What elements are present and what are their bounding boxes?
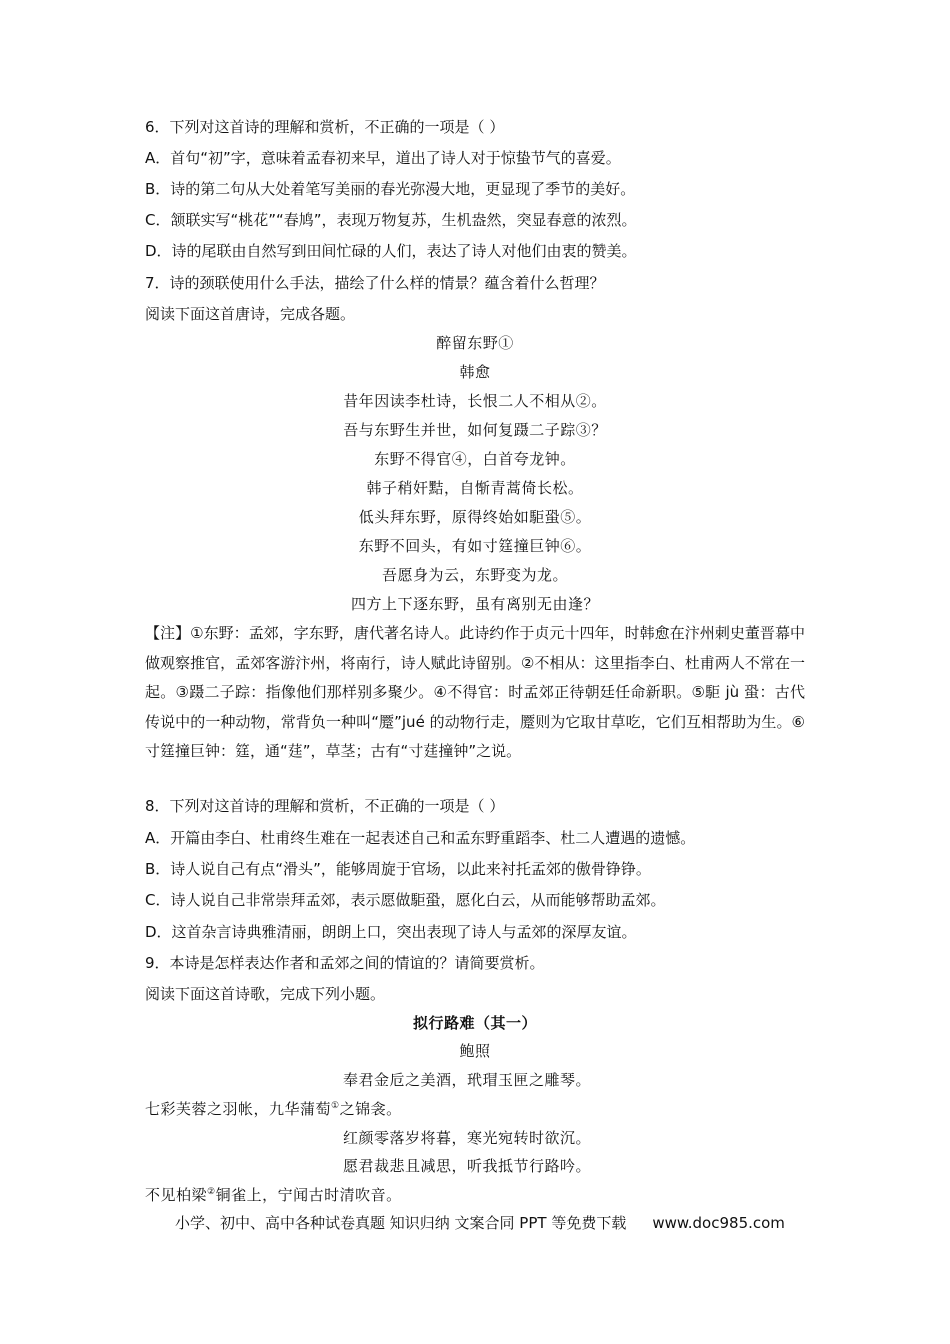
- reading-intro-1: 阅读下面这首唐诗，完成各题。: [145, 305, 356, 323]
- poem-2-author: 鲍照: [459, 1042, 491, 1060]
- poem-2-line-text: 之锦衾。: [339, 1100, 402, 1118]
- poem-1-notes: 【注】①东野：孟郊，字东野，唐代著名诗人。此诗约作于贞元十四年，时韩愈在汴州刺史董晋幕中做观察推官，孟郊客游汴州，将南行，诗人赋此诗留别。②不相从：这里指李白、杜甫两人不常在一起。③蹑二子踪：指像他们那样别多聚少。④不得官：时孟郊正待朝廷任命新职。⑤駏 jù 蛩：古代传说中的一种动物，常背负一种叫“蹷”jué 的动物行走，蹷则为它取甘草吃，它们互相帮助为生。⑥寸筳撞巨钟：筳，通“莛”，草茎；古有“寸莛撞钟”之说。: [145, 624, 805, 760]
- poem-2-title: 拟行路难（其一）: [412, 1014, 537, 1032]
- question-9-stem: 9．本诗是怎样表达作者和孟郊之间的情谊的？请简要赏析。: [145, 954, 545, 972]
- question-6-stem: 6．下列对这首诗的理解和赏析，不正确的一项是（ ）: [145, 118, 505, 136]
- question-8-option-a: A．开篇由李白、杜甫终生难在一起表述自己和孟东野重蹈李、杜二人遭遇的遗憾。: [145, 829, 696, 847]
- poem-2-line-text: 七彩芙蓉之羽帐，九华蒲萄: [145, 1100, 332, 1118]
- footnote-marker: ①: [331, 1101, 340, 1111]
- poem-1-line: 东野不回头，有如寸筳撞巨钟⑥。: [358, 537, 592, 555]
- footer-url: www.doc985.com: [652, 1214, 785, 1232]
- question-6-option-b: B．诗的第二句从大处着笔写美丽的春光弥漫大地，更显现了季节的美好。: [145, 180, 636, 198]
- poem-1-line: 吾愿身为云，东野变为龙。: [381, 566, 568, 584]
- footer-text: 小学、初中、高中各种试卷真题 知识归纳 文案合同 PPT 等免费下载: [175, 1214, 627, 1232]
- poem-2-line: 红颜零落岁将暮，寒光宛转时欲沉。: [343, 1129, 592, 1147]
- footnote-marker: ②: [207, 1187, 216, 1197]
- question-6-option-a: A．首句“初”字，意味着孟春初来早，道出了诗人对于惊蛰节气的喜爱。: [145, 149, 621, 167]
- question-8-option-b: B．诗人说自己有点“滑头”，能够周旋于官场，以此来衬托孟郊的傲骨铮铮。: [145, 860, 651, 878]
- question-8-option-c: C．诗人说自己非常崇拜孟郊，表示愿做駏蛩，愿化白云，从而能够帮助孟郊。: [145, 891, 666, 909]
- poem-1-author: 韩愈: [459, 363, 491, 381]
- poem-2-line-text: 铜雀上，宁闻古时清吹音。: [215, 1186, 402, 1204]
- poem-1-line: 四方上下逐东野，虽有离别无由逢？: [350, 595, 599, 613]
- poem-2-line: 愿君裁悲且减思，听我抵节行路吟。: [343, 1157, 592, 1175]
- poem-1-line: 吾与东野生并世，如何复蹑二子踪③？: [343, 421, 607, 439]
- reading-intro-2: 阅读下面这首诗歌，完成下列小题。: [145, 985, 386, 1003]
- poem-1-line: 昔年因读李杜诗，长恨二人不相从②。: [343, 392, 607, 410]
- poem-2-line: [145, 1099, 402, 1119]
- poem-2-line: [145, 1185, 402, 1205]
- poem-1-line: 韩子稍奸黠，自惭青蒿倚长松。: [366, 479, 584, 497]
- question-8-option-d: D．这首杂言诗典雅清丽，朗朗上口，突出表现了诗人与孟郊的深厚友谊。: [145, 923, 637, 941]
- question-7-stem: 7．诗的颈联使用什么手法，描绘了什么样的情景？蕴含着什么哲理？: [145, 274, 605, 292]
- poem-1-title: 醉留东野①: [436, 334, 514, 352]
- question-6-option-c: C．颔联实写“桃花”“春鸠”，表现万物复苏，生机盎然，突显春意的浓烈。: [145, 211, 637, 229]
- poem-1-line: 东野不得官④，白首夸龙钟。: [374, 450, 576, 468]
- question-8-stem: 8．下列对这首诗的理解和赏析，不正确的一项是（ ）: [145, 797, 505, 815]
- poem-2-line: 奉君金卮之美酒，玳瑁玉匣之雕琴。: [343, 1071, 592, 1089]
- poem-2-line-text: 不见柏梁: [145, 1186, 208, 1204]
- page-footer: [175, 1212, 785, 1233]
- poem-1-line: 低头拜东野，原得终始如駏蛩⑤。: [358, 508, 592, 526]
- question-6-option-d: D．诗的尾联由自然写到田间忙碌的人们，表达了诗人对他们由衷的赞美。: [145, 242, 637, 260]
